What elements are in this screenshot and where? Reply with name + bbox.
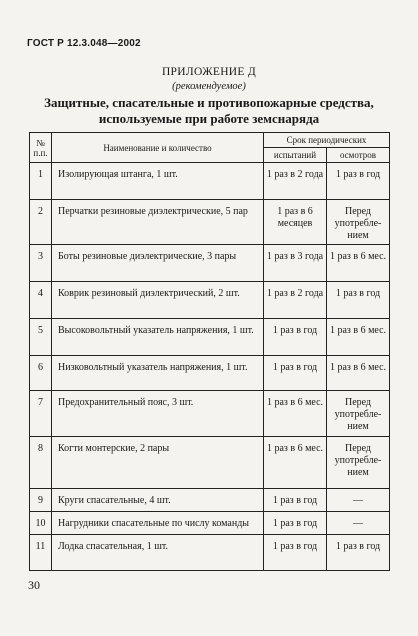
page-number: 30 xyxy=(28,578,40,592)
test-period: 1 раз в 2 года xyxy=(264,282,327,319)
test-period: 1 раз в 6 мес. xyxy=(264,391,327,437)
test-period: 1 раз в год xyxy=(264,489,327,512)
row-number: 11 xyxy=(30,535,52,571)
row-number: 6 xyxy=(30,356,52,391)
inspect-period: Перед употребле-нием xyxy=(327,391,390,437)
row-number: 1 xyxy=(30,163,52,200)
document-code: ГОСТ Р 12.3.048—2002 xyxy=(27,38,141,49)
heading-line-1: Защитные, спасательные и противопожарные средства, xyxy=(44,95,374,110)
table-row xyxy=(30,163,390,200)
equipment-table xyxy=(29,132,390,571)
item-name: Коврик резиновый диэлектрический, 2 шт. xyxy=(52,282,264,319)
inspect-period: Перед употребле-нием xyxy=(327,437,390,489)
inspect-period: 1 раз в год xyxy=(327,535,390,571)
test-period: 1 раз в год xyxy=(264,319,327,356)
inspect-period: — xyxy=(327,512,390,535)
header-inspect: осмотров xyxy=(327,148,390,163)
test-period: 1 раз в год xyxy=(264,512,327,535)
item-name: Изолирующая штанга, 1 шт. xyxy=(52,163,264,200)
header-period: Срок периодических xyxy=(264,133,390,148)
row-number: 7 xyxy=(30,391,52,437)
inspect-period: 1 раз в год xyxy=(327,282,390,319)
table-row xyxy=(30,391,390,437)
test-period: 1 раз в 6 мес. xyxy=(264,437,327,489)
table-row xyxy=(30,489,390,512)
appendix-subtitle: (рекомендуемое) xyxy=(172,81,246,92)
table-row xyxy=(30,535,390,571)
heading-line-2: используемые при работе земснаряда xyxy=(98,111,320,126)
appendix-title: ПРИЛОЖЕНИЕ Д xyxy=(161,66,257,78)
row-number: 10 xyxy=(30,512,52,535)
table-row xyxy=(30,282,390,319)
header-test: испытаний xyxy=(264,148,327,163)
row-number: 9 xyxy=(30,489,52,512)
inspect-period: 1 раз в 6 мес. xyxy=(327,245,390,282)
appendix-heading xyxy=(0,95,418,127)
header-num: № п.п. xyxy=(30,133,52,163)
item-name: Перчатки резиновые диэлектрические, 5 пар xyxy=(52,200,264,245)
item-name: Боты резиновые диэлектрические, 3 пары xyxy=(52,245,264,282)
test-period: 1 раз в 2 года xyxy=(264,163,327,200)
item-name: Нагрудники спасательные по числу команды xyxy=(52,512,264,535)
header-name: Наименование и количество xyxy=(52,133,264,163)
item-name: Предохранительный пояс, 3 шт. xyxy=(52,391,264,437)
table-row xyxy=(30,319,390,356)
test-period: 1 раз в год xyxy=(264,356,327,391)
test-period: 1 раз в 3 года xyxy=(264,245,327,282)
test-period: 1 раз в год xyxy=(264,535,327,571)
table-row xyxy=(30,512,390,535)
inspect-period: 1 раз в 6 мес. xyxy=(327,356,390,391)
inspect-period: 1 раз в 6 мес. xyxy=(327,319,390,356)
table-row xyxy=(30,356,390,391)
row-number: 5 xyxy=(30,319,52,356)
test-period: 1 раз в 6 месяцев xyxy=(264,200,327,245)
table-row xyxy=(30,245,390,282)
inspect-period: Перед употребле-нием xyxy=(327,200,390,245)
item-name: Лодка спасательная, 1 шт. xyxy=(52,535,264,571)
row-number: 4 xyxy=(30,282,52,319)
inspect-period: 1 раз в год xyxy=(327,163,390,200)
inspect-period: — xyxy=(327,489,390,512)
row-number: 3 xyxy=(30,245,52,282)
table-row xyxy=(30,200,390,245)
item-name: Низковольтный указатель напряжения, 1 шт. xyxy=(52,356,264,391)
item-name: Круги спасательные, 4 шт. xyxy=(52,489,264,512)
row-number: 2 xyxy=(30,200,52,245)
table-row xyxy=(30,437,390,489)
item-name: Высоковольтный указатель напряжения, 1 шт. xyxy=(52,319,264,356)
item-name: Когти монтерские, 2 пары xyxy=(52,437,264,489)
row-number: 8 xyxy=(30,437,52,489)
